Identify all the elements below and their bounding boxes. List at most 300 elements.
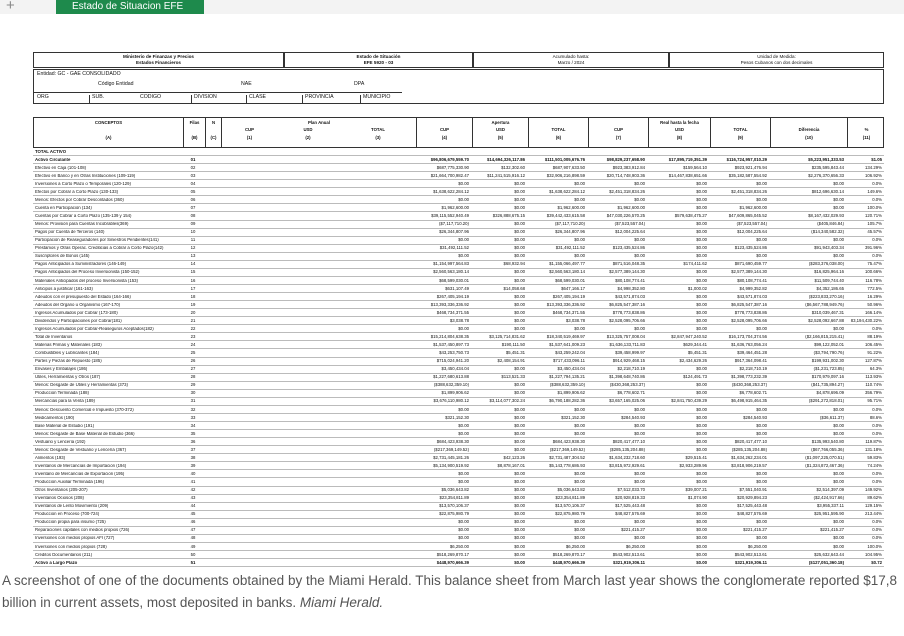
cell-fila: 22 [190,326,196,331]
cell-ap-usd: $0.00 [514,423,525,428]
cell-diff: $0.00 [833,326,844,331]
sub-field: SUB. [89,95,104,104]
cell-re-usd: $0.00 [696,238,707,243]
cell-ap-usd: $0.00 [514,206,525,210]
cell-re-total: $6,825,547,387.16 [731,302,767,307]
cell-ap-total: $687,907,633.50 [552,165,585,170]
cell-ap-usd: $0.00 [514,488,525,493]
cell-re-usd: $0.00 [696,536,707,541]
cell-pct: 0.0% [872,407,882,412]
cell-pct: 356.79% [865,391,882,396]
cell-concept: Útiles, Herramientas y Otros (187) [35,375,101,380]
cell-diff: ($36,611.37) [819,415,844,420]
cell-pct: 89.62% [867,496,882,501]
cell-re-usd: $0.00 [696,278,707,283]
cell-re-cup: $6,250.00 [625,544,645,549]
cell-concept: Suscriptores de Bonos (145) [35,254,90,259]
cell-ap-usd: $0.00 [514,326,525,331]
cell-re-cup: $0.00 [634,480,645,485]
cell-ap-usd: $132,302.60 [501,165,525,170]
cell-re-cup: $0.00 [634,536,645,541]
cell-re-usd: $2,847,947,240.52 [671,334,707,339]
cell-re-total: $1,636,763,056.24 [731,343,767,348]
cell-re-total: $820,417,477.10 [734,439,767,444]
cell-pct: 116.78% [865,278,882,283]
cell-ap-total: $13,570,106.37 [555,504,585,509]
table-row [33,478,884,486]
cell-diff: $0.00 [833,520,844,525]
cell-re-total: $0.00 [756,181,767,186]
table-row [33,180,884,188]
cell-diff: $25,632,643.44 [814,552,844,557]
table-row [33,527,884,535]
cell-ap-usd: $0.00 [514,254,525,259]
table-row [33,269,884,277]
cell-diff: $0.00 [833,254,844,259]
period-header-box [473,52,669,68]
cell-ap-usd: $0.00 [514,504,525,509]
cell-re-usd: $0.00 [696,480,707,485]
table-row [33,551,884,559]
cell-ap-cup: ($388,632,359.10) [433,383,469,388]
cell-pct: 83,194,430.22% [850,318,882,323]
cell-diff: ($283,376,038.00) [808,262,844,267]
cell-diff: ($2,166,815,215.41) [805,334,844,339]
cell-re-usd: $0.00 [696,294,707,299]
ministry-title: Ministerio de Finanzas y Precios [123,54,194,59]
cell-pct: 119.87% [865,439,882,444]
cell-pct: 104.95% [865,552,882,557]
cell-ap-total: $0.00 [574,423,585,428]
cell-concept: Participación de Reaseguradores por Siniestros Pendientes(141) [35,238,159,243]
cell-diff: $0.00 [833,471,844,476]
cell-ap-total: $0.00 [574,431,585,436]
cell-re-total: $923,921,476.94 [734,165,767,170]
cell-ap-cup: $1,537,450,897.73 [433,343,469,348]
cell-ap-total: $2,731,487,304.52 [549,455,585,460]
cell-diff: $2,514,397.09 [816,488,844,493]
cell-re-usd: $0.00 [696,520,707,525]
cell-concept: Alimentos (193) [35,455,66,460]
cell-ap-total: $684,423,938.30 [552,439,585,444]
cell-ap-usd: $0.00 [514,318,525,323]
table-row [33,309,884,317]
table-row [33,470,884,478]
table-row [33,253,884,261]
cell-pct: $1.05 [871,157,882,162]
cell-ap-cup: $21,664,700,982.47 [430,173,469,178]
cell-fila: 05 [190,189,196,194]
cell-pct: 100.66% [865,270,882,275]
cell-diff: $25,951,595.90 [814,512,844,517]
cell-re-usd: $0.00 [696,504,707,509]
cell-concept: Total de Inventarios [35,334,73,339]
cell-re-cup: $0.00 [634,407,645,412]
balance-sheet-document [33,52,884,565]
col-apertura-usd: Apertura USD (5) [472,118,528,147]
cell-re-cup: ($285,135,204.88) [609,447,645,452]
cell-re-total: $7,551,040.91 [739,488,767,493]
cell-re-total: $778,773,838.86 [734,310,767,315]
cell-re-cup: $221,415.27 [621,528,645,533]
cell-fila: 25 [190,351,196,356]
table-row [33,422,884,430]
cell-re-cup: $2,528,095,706.66 [609,318,645,323]
cell-re-cup: $871,516,048.35 [612,262,645,267]
cell-re-usd: $0.00 [696,439,707,444]
cell-re-cup: $3,815,972,929.61 [609,463,645,468]
cell-re-total: $221,415.27 [743,528,767,533]
cell-ap-usd: $0.00 [514,197,525,202]
cell-pct: 149.92% [865,488,882,493]
table-row [33,172,884,180]
cell-re-total: $47,609,865,045.52 [728,214,767,219]
cell-fila: 50 [190,552,196,557]
cell-ap-usd: $0.00 [514,181,525,186]
cell-ap-usd: $0.00 [514,439,525,444]
cell-pct: 95.71% [867,399,882,404]
cell-re-cup: ($7,523,557.04) [614,222,645,227]
cell-concept: Reparaciones capitales con medios propios (726) [35,528,130,533]
cell-pct: 0.0% [872,431,882,436]
cell-diff: $235,595,843.44 [811,165,844,170]
cell-pct: 0.0% [872,528,882,533]
cell-re-total: $43,571,874.03 [737,294,767,299]
cell-pct: 64.3% [869,367,882,372]
cell-concept: Envases y Embalajes (186) [35,367,88,372]
cell-re-usd: $2,434,629.26 [679,359,707,364]
table-row [33,237,884,245]
cell-ap-total: $6,250.00 [565,544,585,549]
cell-fila: 11 [190,238,196,243]
table-row [33,454,884,462]
cell-ap-cup: $0.00 [458,423,469,428]
cell-concept: Menos: Desgaste de Base Material de Estudio (366) [35,431,135,436]
cell-diff: $0.00 [833,480,844,485]
cell-re-cup: $80,108,774.41 [615,278,645,283]
cell-re-usd: $0.00 [696,326,707,331]
cell-concept: Inventarios de Lento Movimiento (209) [35,504,109,509]
unit-label: Unidad de Medida: [757,54,796,59]
cell-diff: ($405,846.84) [817,222,844,227]
cell-ap-usd: $0.00 [514,246,525,251]
table-row [33,156,884,164]
cell-fila: 32 [190,407,196,412]
cell-pct: 91.22% [867,351,882,356]
cell-diff: ($1,324,872,467.36) [805,463,844,468]
cell-re-cup: $39,458,999.97 [615,351,645,356]
division-field: DIVISION [191,95,217,104]
financial-states-title: Estados Financieros [136,60,181,65]
cell-re-usd: $2,933,289.96 [679,463,707,468]
cell-pct: 0.0% [872,536,882,541]
cell-ap-total: $0.00 [574,536,585,541]
cell-re-usd: $0.00 [696,431,707,436]
col-filas: Filas (B) [183,118,205,147]
cell-fila: 07 [190,206,196,210]
cell-re-cup: $1,962,600.00 [617,206,645,210]
cell-concept: Combustibles y Lubricantes (184) [35,351,100,356]
cell-re-cup: $0.00 [634,238,645,243]
table-row [33,229,884,237]
caption-text: A screenshot of one of the documents obtained by the Miami Herald. This balance sheet from March last year shows the conglomerate reported $17,8 billion in current assets, most deposited in banks. [2,573,897,610]
cell-ap-usd: $0.00 [514,520,525,525]
cell-fila: 47 [190,528,196,533]
cell-re-cup: $6,825,547,387.16 [609,302,645,307]
cell-concept: Menos: Descuento Comercial e Impuesto (370-372) [35,407,134,412]
cell-re-usd: $0.00 [696,367,707,372]
cell-re-total: $2,451,318,834.26 [731,189,767,194]
cell-ap-cup: $1,638,622,284.12 [433,189,469,194]
cell-re-cup: $923,383,912.84 [612,165,645,170]
cell-pct: 166.14% [865,310,882,315]
cell-re-cup: $0.00 [634,197,645,202]
cell-re-usd: $0.00 [696,423,707,428]
cell-concept: Adeudos del Órgano u Organismo (167-170) [35,302,121,307]
table-row [33,438,884,446]
cell-fila: 23 [190,334,196,339]
cell-ap-usd: $0.00 [514,230,525,235]
cell-fila: 13 [190,254,196,259]
cell-ap-total: $647,166.17 [561,286,585,291]
cell-re-cup: $48,827,576.69 [615,512,645,517]
cell-ap-usd: $0.00 [514,238,525,243]
cell-re-total: $0.00 [756,480,767,485]
cell-re-usd: $579,638,475.27 [674,214,707,219]
cell-pct: 0.0% [872,520,882,525]
cell-re-usd: $0.00 [696,318,707,323]
cell-ap-cup: $13,393,336,336.92 [430,302,469,307]
table-row [33,221,884,229]
cell-diff: $91,943,403.34 [814,246,844,251]
cell-fila: 42 [190,488,196,493]
cell-ap-cup: $5,036,643.82 [441,488,469,493]
cell-re-total: $321,919,306.11 [734,560,767,565]
cell-pct: 105.7% [867,222,882,227]
cell-ap-total: $18,340,519,469.97 [546,334,585,339]
cell-ap-cup: $631,107.49 [445,286,469,291]
cell-pct: 16.29% [867,294,882,299]
cell-re-usd: $0.00 [696,544,707,549]
cell-ap-total: $0.00 [574,528,585,533]
cell-ap-total: $0.00 [574,326,585,331]
cell-ap-usd: $8,878,167.01 [497,463,525,468]
cell-ap-total: $26,344,807.96 [555,230,585,235]
cell-ap-usd: $0.00 [514,383,525,388]
cell-fila: 01 [190,157,196,162]
cell-concept: Ingresos Acumulados por Cobrar (173-180) [35,310,118,315]
cell-ap-cup: ($7,117,710.20) [438,222,469,227]
plus-icon[interactable]: + [6,0,15,14]
cell-pct: 0.0% [872,423,882,428]
cell-ap-usd: $0.00 [514,528,525,533]
cell-concept: Materiales Anticipados del proceso Inversionista (153) [35,278,138,283]
cell-re-total: $0.00 [756,197,767,202]
cell-re-total: $871,690,459.77 [734,262,767,267]
cell-diff: $4,878,696.09 [816,391,844,396]
cell-re-total: $20,929,894.23 [737,496,767,501]
table-header [33,117,884,148]
cell-ap-cup: $0.00 [458,536,469,541]
cell-ap-usd: $0.00 [514,391,525,396]
cell-diff: $0.00 [833,181,844,186]
cell-diff: ($2,424,917.66) [813,496,844,501]
table-row [33,325,884,333]
cell-re-usd: $0.00 [696,560,707,565]
cell-concept: Adeudos con el presupuesto del Estado (164-166) [35,294,131,299]
entity-info-box [33,69,884,104]
sheet-tab-estado-situacion[interactable]: Estado de Situacion EFE [56,0,204,14]
cell-ap-total: $0.00 [574,238,585,243]
cell-re-total: $2,528,095,706.66 [731,318,767,323]
cell-ap-total: $0.00 [574,181,585,186]
table-row [33,535,884,543]
cell-diff: ($67,766,055.36) [811,447,844,452]
cell-fila: 45 [190,512,196,517]
cell-fila: 19 [190,302,196,307]
cell-re-cup: $7,512,033.70 [617,488,645,493]
cell-fila: 44 [190,504,196,509]
table-row [33,301,884,309]
cell-re-usd: $0.00 [696,246,707,251]
cell-ap-usd: $0.00 [514,512,525,517]
cell-re-cup: $2,451,318,834.26 [609,189,645,194]
cell-re-total: $0.00 [756,254,767,259]
cell-re-usd: $0.00 [696,512,707,517]
cell-re-cup: $543,902,513.61 [612,552,645,557]
table-row [33,350,884,358]
cell-fila: 28 [190,375,196,380]
unit-header-box [669,52,884,68]
cell-concept: Inversiones con medios propios (728) [35,544,107,549]
cell-re-total: $39,464,451.28 [737,351,767,356]
cell-re-total: $6,778,602.71 [739,391,767,396]
cell-ap-cup: $1,899,906.62 [441,391,469,396]
cell-re-total: $0.00 [756,471,767,476]
cell-concept: Préstamos y Otras Operac. Crediticias a Cobrar a Corto Plazo(142) [35,246,164,251]
cell-ap-total: $267,405,194.19 [552,294,585,299]
cell-concept: Ingresos Acumulados por Cobrar-Reaseguros Aceptados(182) [35,326,154,331]
table-row [33,382,884,390]
cell-re-total: $4,999,352.82 [739,286,767,291]
cell-ap-total: $32,906,216,898.59 [546,173,585,178]
cell-re-total: $6,250.00 [747,544,767,549]
cell-re-total: $1,398,773,232.39 [731,375,767,380]
clase-field: CLASE [246,95,266,104]
cell-pct: 50.96% [867,302,882,307]
cell-concept: Créditos Documentarios (211) [35,552,92,557]
cell-pct: 45.57% [867,230,882,235]
cell-concept: Efectivo en Caja (101-108) [35,165,87,170]
org-fields-row [34,92,402,105]
cell-re-cup: $98,829,237,658.90 [606,157,645,162]
cell-fila: 12 [190,246,196,251]
cell-pct: 106.92% [865,173,882,178]
cell-re-cup: $778,773,838.86 [612,310,645,315]
cell-ap-usd: $0.00 [514,270,525,275]
table-row [33,487,884,495]
cell-ap-cup: $0.00 [458,528,469,533]
ministry-header-box [33,52,284,68]
cell-ap-cup: $518,269,870.17 [436,552,469,557]
cell-re-usd: $14,467,838,651.66 [668,173,707,178]
cell-re-usd: $0.00 [696,270,707,275]
cell-re-usd: $0.00 [696,254,707,259]
cell-ap-usd: $0.00 [514,222,525,227]
cell-ap-total: $43,259,242.04 [555,351,585,356]
cell-diff: $135,993,540.80 [811,439,844,444]
cell-ap-total: $1,537,641,009.23 [549,343,585,348]
cell-re-cup: $0.00 [634,254,645,259]
cell-re-usd: $1,074.90 [687,496,707,501]
cell-ap-usd: $0.00 [514,431,525,436]
cell-concept: Menos: Provisión para Cuentas Incobrables(369) [35,222,129,227]
cell-re-total: $543,902,513.61 [734,552,767,557]
cell-concept: Inversiones a Corto Plazo o Temporales (120-129) [35,181,131,186]
cell-fila: 02 [190,165,196,170]
cell-fila: 35 [190,431,196,436]
cell-ap-usd: $0.00 [514,496,525,501]
cell-fila: 16 [190,278,196,283]
cell-concept: Producción Auxiliar Terminada (196) [35,480,104,485]
cell-re-usd: $39,007.21 [685,488,707,493]
cell-fila: 18 [190,294,196,299]
cell-ap-cup: $22,875,980.79 [439,512,469,517]
cell-diff: ($291,272,818.01) [808,399,844,404]
cell-re-cup: $47,030,226,570.25 [606,214,645,219]
cell-ap-cup: $715,024,941.20 [436,359,469,364]
photo-caption [2,570,902,614]
cell-diff: $170,979,097.16 [811,375,844,380]
cell-fila: 46 [190,520,196,525]
cell-ap-usd: $0.00 [514,294,525,299]
cell-ap-cup: $1,154,997,564.83 [433,262,469,267]
cell-pct: 100.0% [867,206,882,210]
cell-ap-total: $0.00 [574,480,585,485]
table-row [33,406,884,414]
cell-concept: Otros Inventarios (205-207) [35,488,88,493]
cell-fila: 36 [190,439,196,444]
cell-ap-cup: $3,038.78 [449,318,469,323]
cell-re-cup: $1,636,133,711.83 [609,343,645,348]
cell-ap-cup: $68,599,030.01 [439,278,469,283]
cell-re-usd: $629,344.41 [683,343,707,348]
cell-ap-cup: $5,134,900,519.92 [433,463,469,468]
cell-ap-total: $68,599,030.01 [555,278,585,283]
cell-ap-total: $0.00 [574,407,585,412]
cell-ap-total: $0.00 [574,254,585,259]
table-row [33,204,884,212]
cell-diff: $812,696,630.14 [811,189,844,194]
cell-concept: Inventarios de Mercancías de Importación (194) [35,463,127,468]
cell-pct: 100.0% [867,544,882,549]
cell-diff: $5,223,951,333.53 [808,157,844,162]
provincia-field: PROVINCIA [302,95,334,104]
col-real-total: TOTAL (9) [710,118,770,147]
cell-pct: 88.6% [869,415,882,420]
cell-ap-cup: $0.00 [458,181,469,186]
codigo-field: CODIGO [140,94,162,100]
cell-ap-cup: $15,214,804,638.35 [430,334,469,339]
cell-ap-total: ($388,632,359.10) [549,383,585,388]
cell-ap-cup: ($217,369,149.52) [433,447,469,452]
col-apertura-total: TOTAL (6) [528,118,588,147]
cell-diff: $199,931,002.30 [811,359,844,364]
cell-diff: $2,276,370,656.33 [808,173,844,178]
dpa-label: DPA [354,81,365,87]
table-row [33,390,884,398]
cell-concept: Inventarios Ociosos (208) [35,496,84,501]
